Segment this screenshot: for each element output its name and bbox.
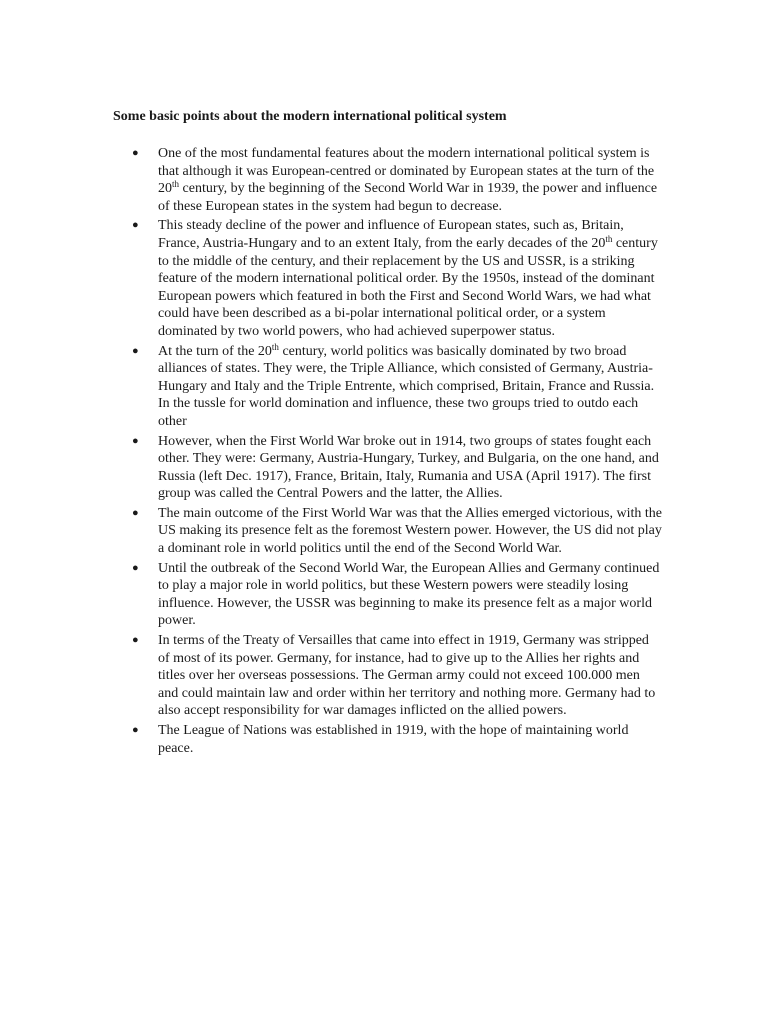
- bullet-text-part: century, by the beginning of the Second World War in 1939, the power and influence of these European states in the system had begun to decrease.: [158, 181, 658, 214]
- bullet-icon: ●: [132, 634, 139, 647]
- bullet-text-part: This steady decline of the power and influence of European states, such as, Britain, France, Austria-Hungary and to an extent Italy, from the early decades of the 20: [158, 218, 624, 251]
- bullet-text: [158, 560, 662, 630]
- superscript: th: [172, 179, 180, 190]
- bullet-text: [158, 433, 662, 503]
- bullet-icon: ●: [132, 147, 139, 159]
- bullet-text-part: The League of Nations was established in 1919, with the hope of maintaining world peace.: [158, 723, 629, 756]
- list-item: [132, 560, 662, 630]
- list-item: [132, 217, 662, 340]
- bullet-icon: ●: [132, 506, 139, 519]
- bullet-text: [158, 632, 662, 720]
- bullet-list: [132, 145, 662, 759]
- list-item: [132, 343, 662, 431]
- bullet-text-part: However, when the First World War broke out in 1914, two groups of states fought each other. They were: Germany, Austria-Hungary, Turkey, and Bulgaria, on the one hand, and Russia (left Dec. 1917), France, Britain, Italy, Rumania and USA (April 1917). The first group was called the Central Powers and the latter, the Allies.: [158, 433, 659, 502]
- bullet-text: [158, 505, 662, 558]
- bullet-icon: ●: [132, 344, 139, 357]
- bullet-text-part: century to the middle of the century, and their replacement by the US and USSR, is a striking feature of the modern international political order. By the 1950s, instead of the dominant European powers which featured in both the First and Second World Wars, we had what could have been described as a bi-polar international political order, or a system dominated by two world powers, who had achieved superpower status.: [158, 235, 658, 339]
- document-title: Some basic points about the modern international political system: [113, 109, 507, 124]
- bullet-text: [158, 145, 662, 215]
- list-item: [132, 632, 662, 720]
- bullet-text: [158, 722, 662, 757]
- bullet-icon: ●: [132, 219, 139, 232]
- superscript: th: [271, 341, 279, 352]
- superscript: th: [605, 233, 613, 244]
- list-item: [132, 145, 662, 215]
- list-item: [132, 722, 662, 757]
- bullet-text: [158, 217, 662, 340]
- bullet-icon: ●: [132, 724, 139, 736]
- bullet-text: [158, 343, 662, 431]
- bullet-icon: ●: [132, 561, 139, 574]
- bullet-text-part: At the turn of the 20: [158, 343, 272, 359]
- list-item: [132, 433, 662, 503]
- bullet-text-part: The main outcome of the First World War was that the Allies emerged victorious, with the US making its presence felt as the foremost Western power. However, the US did not play a dominant role in world politics until the end of the Second World War.: [158, 505, 662, 557]
- bullet-icon: ●: [132, 434, 139, 447]
- bullet-text-part: century, world politics was basically dominated by two broad alliances of states. They were, the Triple Alliance, which consisted of Germany, Austria-Hungary and Italy and the Triple Entrente, which comprised, Britain, France and Russia. In the tussle for world domination and influence, these two groups tried to outdo each other: [158, 343, 655, 429]
- bullet-text-part: One of the most fundamental features about the modern international political system is that although it was European-centred or dominated by European states at the turn of the 20: [158, 146, 655, 197]
- bullet-text-part: Until the outbreak of the Second World War, the European Allies and Germany continued to play a major role in world politics, but these Western powers were steadily losing influence. However, the USSR was beginning to make its presence felt as a major world power.: [158, 560, 660, 629]
- list-item: [132, 505, 662, 558]
- bullet-text-part: In terms of the Treaty of Versailles that came into effect in 1919, Germany was stripped of most of its power. Germany, for instance, had to give up to the Allies her rights and titles over her overseas possessions. The German army could not exceed 100.000 men and could maintain law and order within her territory and nothing more. Germany had to also accept responsibility for war damages inflicted on the allied powers.: [158, 633, 656, 719]
